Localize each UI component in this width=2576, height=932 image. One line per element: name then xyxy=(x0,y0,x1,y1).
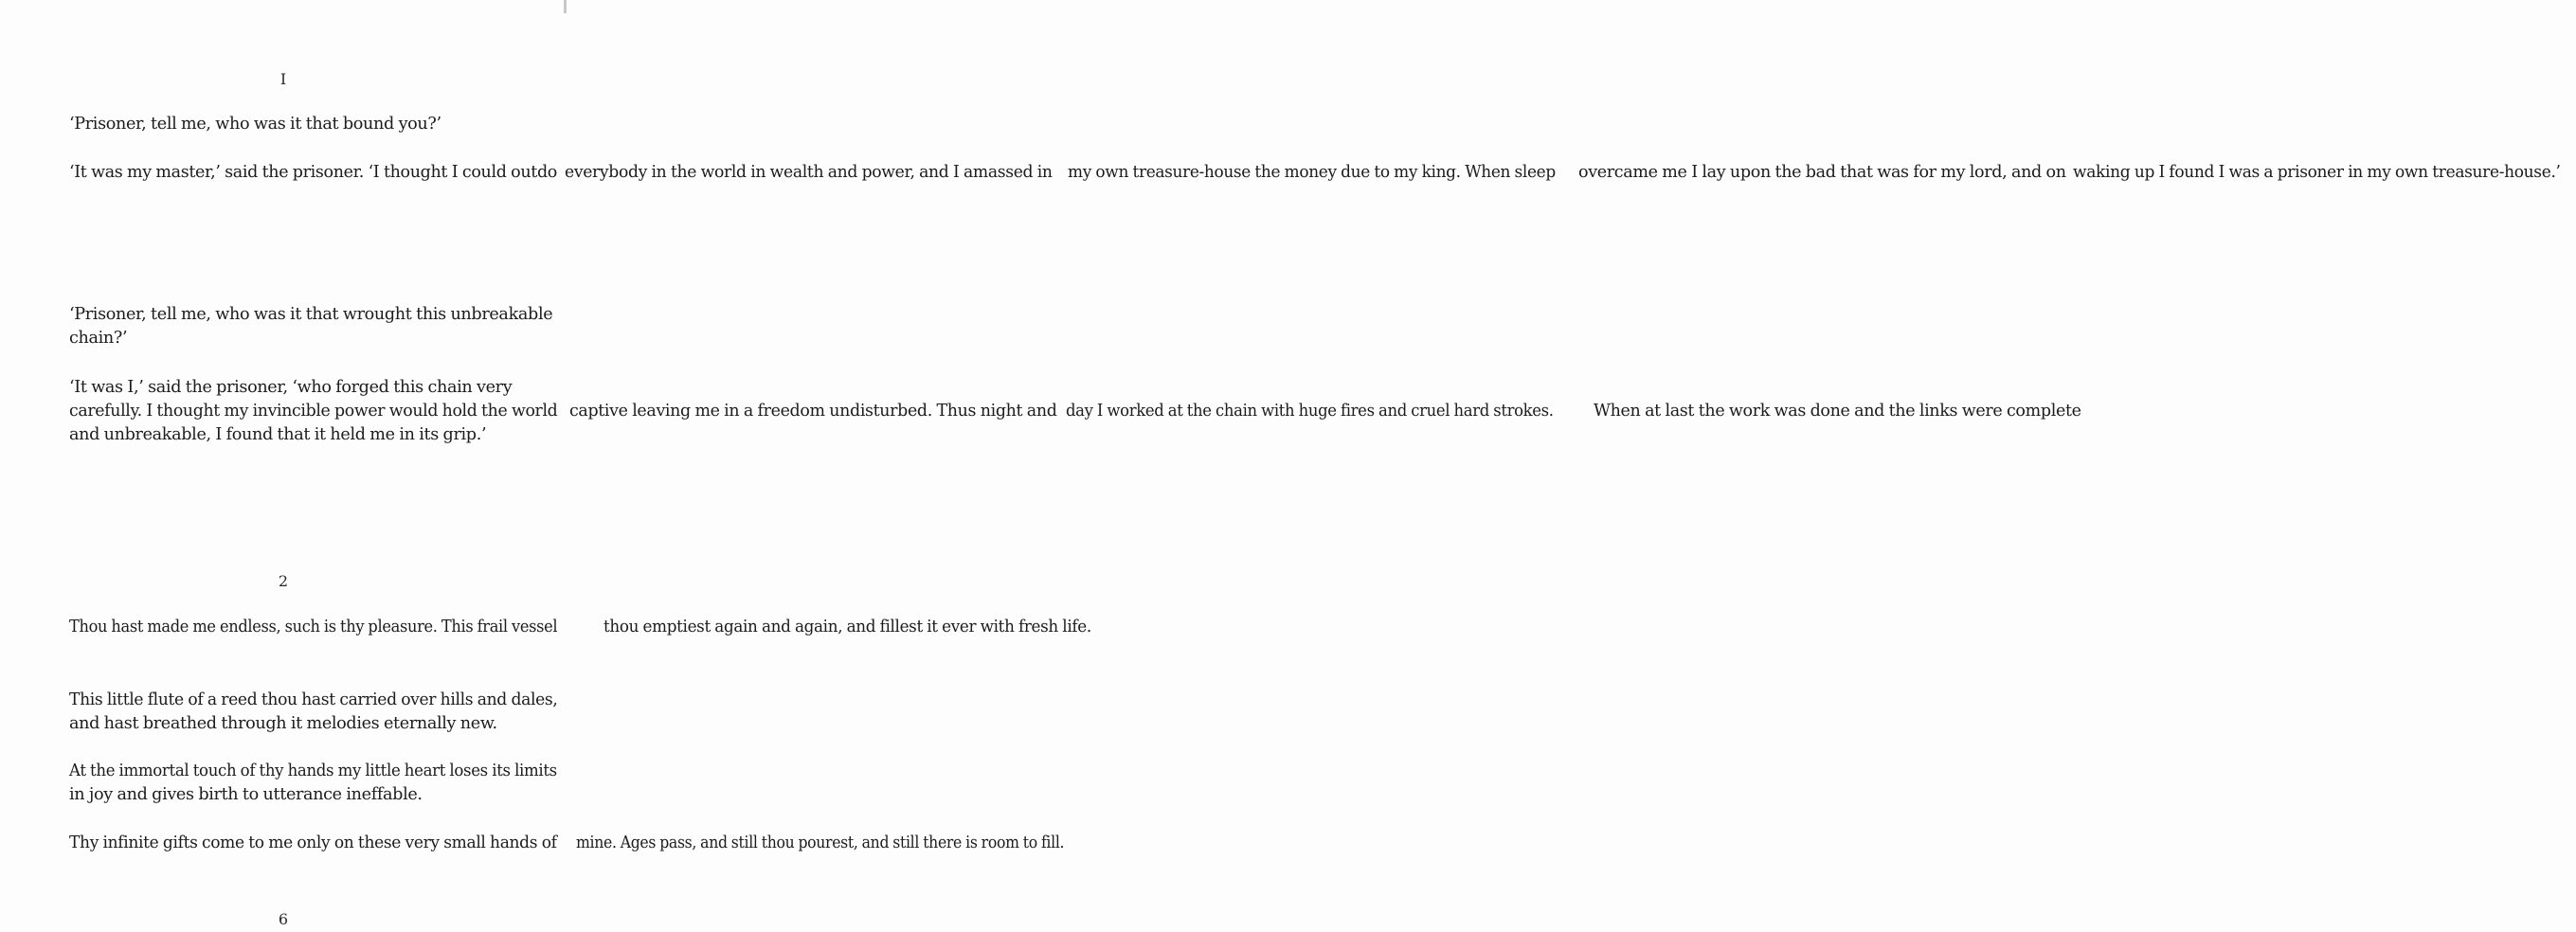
paragraph xyxy=(69,616,1091,639)
text-line: chain?’ xyxy=(69,329,128,348)
text-line: captive leaving me in a freedom undisturbed. Thus night and xyxy=(569,402,1057,421)
text-line: ‘It was I,’ said the prisoner, ‘who forged this chain very xyxy=(69,378,513,397)
paragraph xyxy=(69,161,2561,185)
paragraph xyxy=(69,760,557,807)
text-line: ‘Prisoner, tell me, who was it that wrought this unbreakable xyxy=(69,305,553,324)
paragraph xyxy=(69,832,1065,855)
section-number: 2 xyxy=(278,572,289,590)
text-line: Thou hast made me endless, such is thy pleasure. This frail vessel xyxy=(69,618,558,636)
text-line: Thy infinite gifts come to me only on these very small hands of xyxy=(69,833,557,852)
text-line: my own treasure-house the money due to my king. When sleep xyxy=(1067,163,1556,182)
page-edge-mark xyxy=(564,0,567,13)
paragraph xyxy=(69,303,557,350)
paragraph xyxy=(69,113,557,136)
text-line: thou emptiest again and again, and fillest it ever with fresh life. xyxy=(603,618,1091,636)
text-line: When at last the work was done and the links were complete xyxy=(1593,402,2081,421)
section-number: I xyxy=(279,70,287,88)
text-line: This little flute of a reed thou hast carried over hills and dales, xyxy=(69,690,558,709)
paragraph xyxy=(69,376,2081,447)
text-line: overcame me I lay upon the bad that was for my lord, and on xyxy=(1578,163,2067,182)
paragraph xyxy=(69,689,557,736)
text-line: in joy and gives birth to utterance ineffable. xyxy=(69,785,423,804)
text-line: everybody in the world in wealth and power, and I amassed in xyxy=(564,163,1053,182)
text-line: ‘Prisoner, tell me, who was it that bound you?’ xyxy=(69,115,441,134)
text-line: mine. Ages pass, and still thou pourest, and still there is room to fill. xyxy=(576,833,1065,852)
page-number: 6 xyxy=(278,910,289,928)
text-line: and hast breathed through it melodies eternally new. xyxy=(69,714,497,733)
text-line: waking up I found I was a prisoner in my own treasure-house.’ xyxy=(2072,163,2561,182)
text-line: and unbreakable, I found that it held me in its grip.’ xyxy=(69,425,487,444)
text-line: carefully. I thought my invincible power would hold the world xyxy=(69,402,558,421)
text-line: ‘It was my master,’ said the prisoner. ‘I thought I could outdo xyxy=(69,163,557,182)
text-line: day I worked at the chain with huge fires and cruel hard strokes. xyxy=(1066,402,1554,421)
text-line: At the immortal touch of thy hands my little heart loses its limits xyxy=(69,762,557,780)
